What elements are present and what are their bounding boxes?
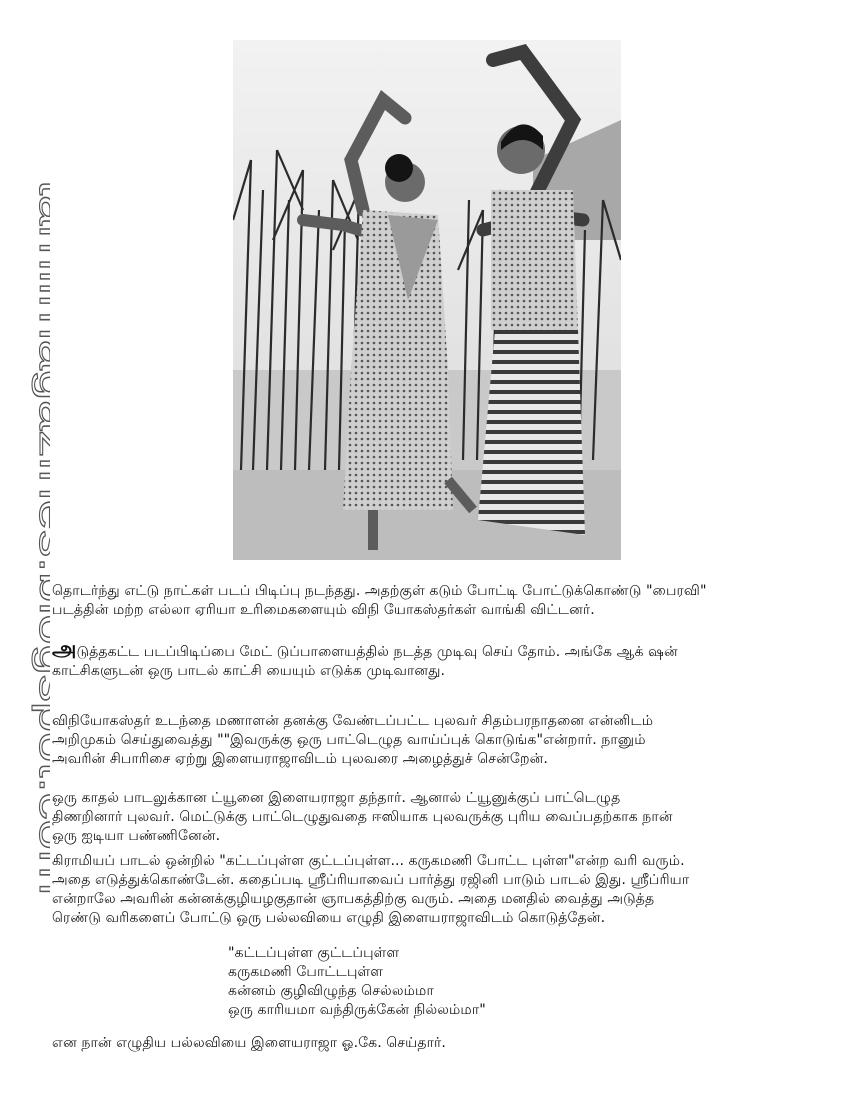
- watermark: [8, 180, 50, 900]
- paragraph-6: என நான் எழுதிய பல்லவியை இளையராஜா ஓ.கே. செய்தார்.: [52, 1035, 446, 1051]
- pallavi-verse: "கட்டப்புள்ள குட்டப்புள்ள கருகமணி போட்டபுள்ள கன்னம் குழிவிழுந்த செல்லம்மா ஒரு காரியமா வந்திருக்கேன் நில்லம்மா": [228, 945, 486, 1018]
- film-still-photo: [233, 40, 621, 560]
- photo-illustration: [233, 40, 621, 560]
- paragraph-1: தொடர்ந்து எட்டு நாட்கள் படப் பிடிப்பு நடந்தது. அதற்குள் கடும் போட்டி போட்டுக்கொண்டு "பைரவி" படத்தின் மற்ற எல்லா ஏரியா உரிமைகளையும் விநி யோகஸ்தர்கள் வாங்கி விட்டனர்.: [52, 583, 707, 618]
- paragraph-3: விநியோகஸ்தர் உடந்தை மணாளன் தனக்கு வேண்டப்பட்ட புலவர் சிதம்பரநாதனை என்னிடம் அறிமுகம் செய்துவைத்து ""இவருக்கு ஒரு பாட்டெழுத வாய்ப்புக் கொடுங்க"என்றார். நானும் அவரின் சிபாரிசை ஏற்று இளையராஜாவிடம் புலவரை அழைத்துச் சென்றேன்.: [52, 713, 654, 767]
- drop-cap: அ: [52, 637, 77, 662]
- paragraph-4: ஒரு காதல் பாடலுக்கான ட்யூனை இளையராஜா தந்தார். ஆனால் ட்யூனுக்குப் பாட்டெழுத திணறினார் புலவர். மெட்டுக்கு பாட்டெழுதுவதை ஈஸியாக புலவருக்கு புரிய வைப்பதற்காக நான் ஒரு ஐடியா பண்ணினேன்.: [52, 790, 673, 844]
- paragraph-2: அடுத்தகட்ட படப்பிடிப்பை மேட் டுப்பாளையத்தில் நடத்த முடிவு செய் தோம். அங்கே ஆக் ஷன் காட்சிகளுடன் ஒரு பாடல் காட்சி யையும் எடுக்க முடிவானது.: [52, 637, 678, 679]
- paragraph-5: கிராமியப் பாடல் ஒன்றில் "கட்டப்புள்ள குட்டப்புள்ள... கருகமணி போட்ட புள்ள"என்ற வரி வரும். அதை எடுத்துக்கொண்டேன். கதைப்படி ஸ்ரீப்ரியாவைப் பார்த்து ரஜினி பாடும் பாடல் இது. ஸ்ரீப்ரியா என்றாலே அவரின் கன்னக்குழியழகுதான் ஞாபகத்திற்கு வரும். அதை மனதில் வைத்து அடுத்த ரெண்டு வரிகளைப் போட்டு ஒரு பல்லவியை எழுதி இளையராஜாவிடம் கொடுத்தேன்.: [52, 853, 690, 926]
- watermark-text: tamilmagazines.blogspot.com: [31, 180, 50, 694]
